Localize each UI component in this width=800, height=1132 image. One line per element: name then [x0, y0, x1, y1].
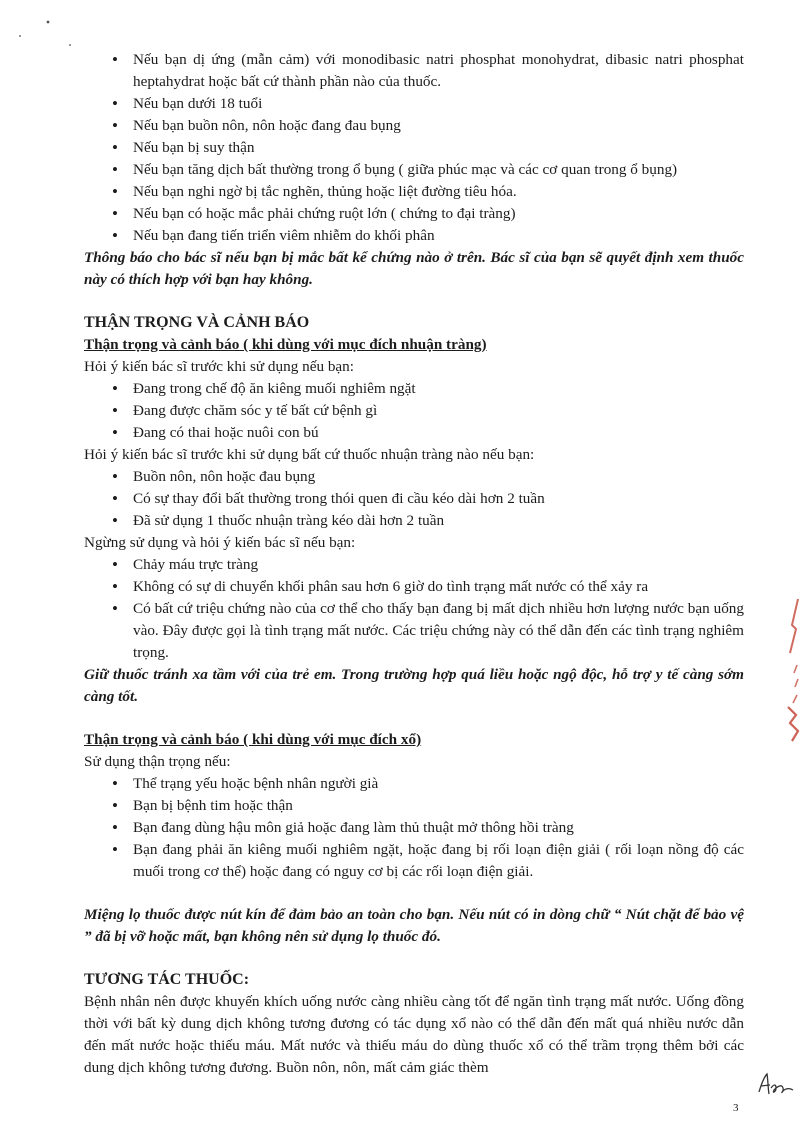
laxative-list-2 — [84, 466, 744, 532]
page-number: 3 — [733, 1102, 739, 1114]
seal-note: Miệng lọ thuốc được nút kín để đảm bảo an toàn cho bạn. Nếu nút có in dòng chữ “ Nút chặt để bảo vệ ” đã bị vỡ hoặc mất, bạn không nên sử dụng lọ thuốc đó. — [84, 906, 744, 945]
page-content — [84, 49, 744, 1079]
laxative-intro-3: Ngừng sử dụng và hỏi ý kiến bác sĩ nếu bạn: — [84, 534, 356, 551]
laxative-list-3 — [84, 554, 744, 664]
list-item: • Có bất cứ triệu chứng nào của cơ thể cho thấy bạn đang bị mất dịch nhiều hơn lượng nước bạn uống vào. Đây được gọi là tình trạng mất nước. Các triệu chứng này có thể dẫn đến các tình trạng nghiêm trọng. — [84, 598, 744, 664]
red-stamp-fragment — [770, 595, 800, 745]
warnings-heading: THẬN TRỌNG VÀ CẢNH BÁO — [84, 314, 310, 331]
list-item: • Bạn bị bệnh tim hoặc thận — [84, 795, 744, 817]
list-item: • Đã sử dụng 1 thuốc nhuận tràng kéo dài hơn 2 tuần — [84, 510, 744, 532]
list-item: • Buồn nôn, nôn hoặc đau bụng — [84, 466, 744, 488]
list-item: • Thể trạng yếu hoặc bệnh nhân người già — [84, 773, 744, 795]
list-item: • Đang trong chế độ ăn kiêng muối nghiêm ngặt — [84, 378, 744, 400]
list-item: • Có sự thay đổi bất thường trong thói quen đi cầu kéo dài hơn 2 tuần — [84, 488, 744, 510]
list-item: • Nếu bạn dị ứng (mẫn cảm) với monodibasic natri phosphat monohydrat, dibasic natri phosphat heptahydrat hoặc bất cứ thành phần nào của thuốc. — [84, 49, 744, 93]
list-item: • Nếu bạn buồn nôn, nôn hoặc đang đau bụng — [84, 115, 744, 137]
list-item: • Nếu bạn tăng dịch bất thường trong ổ bụng ( giữa phúc mạc và các cơ quan trong ổ bụng) — [84, 159, 744, 181]
list-item: • Bạn đang phải ăn kiêng muối nghiêm ngặt, hoặc đang bị rối loạn điện giải ( rối loạn nồng độ các muối trong cơ thể) hoặc đang có nguy cơ bị các rối loạn điện giải. — [84, 839, 744, 883]
scan-specks — [0, 0, 80, 60]
list-item: • Đang được chăm sóc y tế bất cứ bệnh gì — [84, 400, 744, 422]
purgative-subheading: Thận trọng và cảnh báo ( khi dùng với mục đích xổ) — [84, 731, 422, 748]
interactions-heading: TƯƠNG TÁC THUỐC: — [84, 971, 250, 988]
laxative-note: Giữ thuốc tránh xa tầm với của trẻ em. Trong trường hợp quá liều hoặc ngộ độc, hỗ trợ y tế càng sớm càng tốt. — [84, 666, 744, 705]
purgative-intro: Sử dụng thận trọng nếu: — [84, 753, 231, 770]
interactions-text: Bệnh nhân nên được khuyến khích uống nước càng nhiều càng tốt để ngăn tình trạng mất nước. Uống đồng thời với bất kỳ dung dịch không tương đương có tác dụng xổ nào có thể dẫn đến mất quá nhiều nước dẫn đến mất nước hoặc thiếu máu. Mất nước và thiếu máu do dùng thuốc xổ có thể trầm trọng thêm bởi các dung dịch không tương đương. Buồn nôn, nôn, mất cảm giác thèm — [84, 993, 744, 1076]
laxative-intro-1: Hỏi ý kiến bác sĩ trước khi sử dụng nếu bạn: — [84, 358, 354, 375]
list-item: • Nếu bạn dưới 18 tuổi — [84, 93, 744, 115]
list-item: • Nếu bạn bị suy thận — [84, 137, 744, 159]
list-item: • Nếu bạn nghi ngờ bị tắc nghẽn, thủng hoặc liệt đường tiêu hóa. — [84, 181, 744, 203]
contraindication-list — [84, 49, 744, 247]
signature-mark — [756, 1070, 796, 1100]
purgative-list — [84, 773, 744, 883]
list-item: • Nếu bạn đang tiến triển viêm nhiễm do khối phân — [84, 225, 744, 247]
list-item: • Bạn đang dùng hậu môn giả hoặc đang làm thủ thuật mở thông hồi tràng — [84, 817, 744, 839]
list-item: • Đang có thai hoặc nuôi con bú — [84, 422, 744, 444]
contraindication-note: Thông báo cho bác sĩ nếu bạn bị mắc bất kể chứng nào ở trên. Bác sĩ của bạn sẽ quyết định xem thuốc này có thích hợp với bạn hay không. — [84, 249, 744, 288]
laxative-subheading: Thận trọng và cảnh báo ( khi dùng với mục đích nhuận tràng) — [84, 336, 487, 353]
list-item: • Chảy máu trực tràng — [84, 554, 744, 576]
laxative-list-1 — [84, 378, 744, 444]
list-item: • Nếu bạn có hoặc mắc phải chứng ruột lớn ( chứng to đại tràng) — [84, 203, 744, 225]
laxative-intro-2: Hỏi ý kiến bác sĩ trước khi sử dụng bất cứ thuốc nhuận tràng nào nếu bạn: — [84, 446, 535, 463]
list-item: • Không có sự di chuyển khối phân sau hơn 6 giờ do tình trạng mất nước có thể xảy ra — [84, 576, 744, 598]
